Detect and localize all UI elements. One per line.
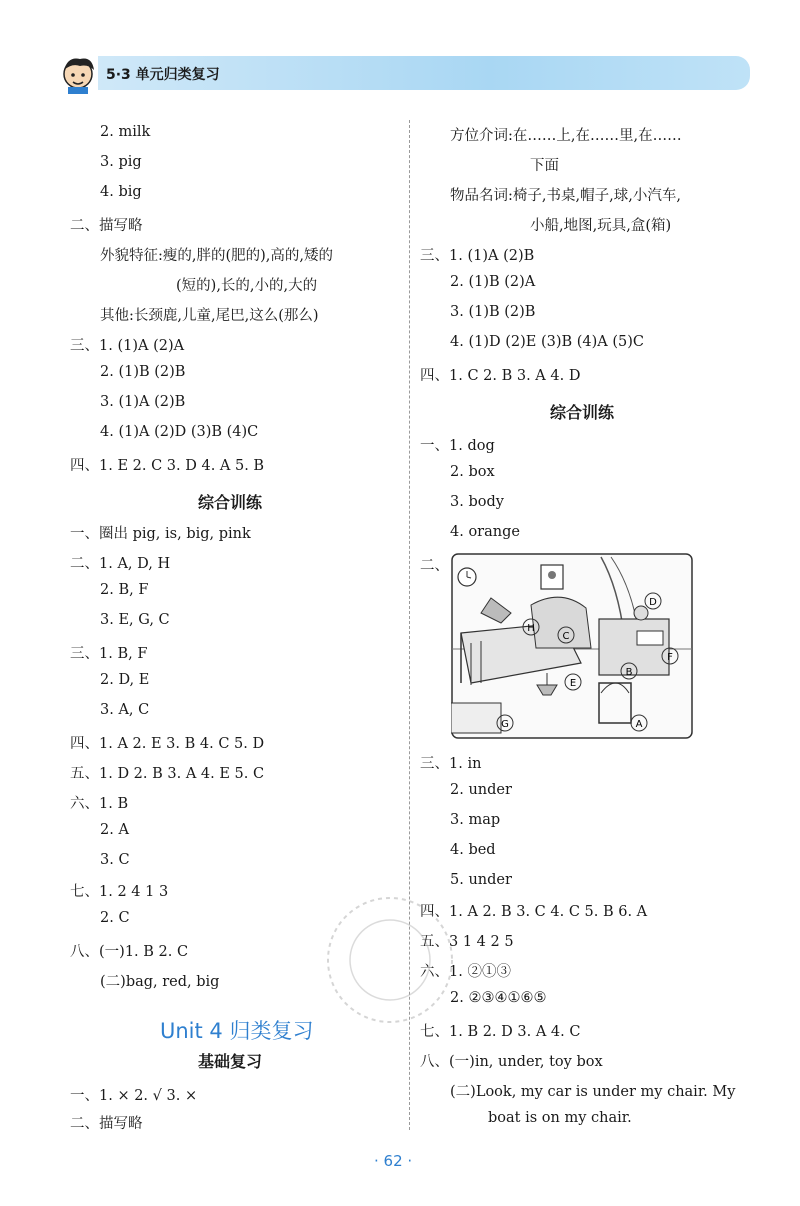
left-answer-line: 二、1. A, D, H	[70, 556, 171, 572]
right-answer-line: 三、1. (1)A (2)B	[420, 248, 535, 264]
left-answer-line: 二、描写略	[70, 1116, 143, 1132]
right-answer-line: (二)Look, my car is under my chair. My	[450, 1084, 736, 1100]
right-answer-line: 六、1. ②①③	[420, 964, 511, 980]
left-answer-line: 三、1. (1)A (2)A	[70, 338, 185, 354]
right-answer-line: 下面	[530, 158, 559, 174]
left-answer-line: (二)bag, red, big	[100, 974, 220, 990]
right-section-zonghe: 综合训练	[550, 403, 615, 422]
page-number: · 62 ·	[374, 1152, 413, 1170]
left-answer-line: 一、圈出 pig, is, big, pink	[70, 526, 251, 542]
right-answer-line: 3. body	[450, 494, 504, 510]
label-D: D	[649, 597, 657, 608]
kid-mascot-icon	[58, 54, 100, 94]
left-answer-line: 2. B, F	[100, 582, 149, 598]
label-H: H	[527, 623, 535, 634]
unit-title: Unit 4 归类复习	[160, 1019, 314, 1043]
watermark-stamp-icon	[320, 890, 460, 1030]
label-A: A	[635, 719, 643, 730]
left-answer-line: 六、1. B	[70, 796, 129, 812]
right-answer-line: 2. box	[450, 464, 495, 480]
bedroom-illustration	[451, 553, 693, 739]
left-answer-line: 七、1. 2 4 1 3	[70, 884, 169, 900]
left-answer-line: 2. D, E	[100, 672, 150, 688]
left-answer-line: 2. milk	[100, 124, 151, 140]
label-G: G	[501, 719, 509, 730]
left-answer-line: 4. big	[100, 184, 142, 200]
header-title: 5·3 单元归类复习	[106, 67, 220, 83]
right-answer-line: 一、1. dog	[420, 438, 495, 454]
left-section-zonghe: 综合训练	[198, 493, 263, 512]
right-answer-line: 5. under	[450, 872, 512, 888]
right-answer-line: 五、3 1 4 2 5	[420, 934, 514, 950]
right-answer-line: 3. (1)B (2)B	[450, 304, 536, 320]
left-answer-line: 外貌特征:瘦的,胖的(肥的),高的,矮的	[100, 248, 334, 264]
right-answer-line: 四、1. A 2. B 3. C 4. C 5. B 6. A	[420, 904, 648, 920]
page-header	[58, 54, 750, 92]
desk-icon	[599, 619, 669, 675]
left-answer-line: 五、1. D 2. B 3. A 4. E 5. C	[70, 766, 265, 782]
label-B: B	[625, 667, 633, 678]
left-answer-line: 2. A	[100, 822, 129, 838]
right-answer-line: 八、(一)in, under, toy box	[420, 1054, 603, 1070]
toy-box-icon	[451, 703, 501, 733]
bed-head-icon	[531, 597, 591, 648]
left-answer-line: 3. A, C	[100, 702, 150, 718]
right-answer-line: 七、1. B 2. D 3. A 4. C	[420, 1024, 581, 1040]
label-F: F	[667, 652, 673, 663]
left-section-jichu: 基础复习	[198, 1052, 263, 1071]
left-answer-line: (短的),长的,小的,大的	[176, 278, 318, 294]
left-answer-line: 2. C	[100, 910, 130, 926]
right-answer-line: 方位介词:在……上,在……里,在……	[450, 128, 682, 144]
right-answer-line: 4. (1)D (2)E (3)B (4)A (5)C	[450, 334, 645, 350]
left-answer-line: 二、描写略	[70, 218, 143, 234]
left-answer-line: 一、1. × 2. √ 3. ×	[70, 1088, 198, 1104]
left-answer-line: 四、1. A 2. E 3. B 4. C 5. D	[70, 736, 265, 752]
label-C: C	[562, 631, 570, 642]
left-answer-line: 四、1. E 2. C 3. D 4. A 5. B	[70, 458, 265, 474]
label-E: E	[569, 678, 577, 689]
right-answer-line: 2. under	[450, 782, 512, 798]
left-answer-line: 3. E, G, C	[100, 612, 170, 628]
right-answer-line: 4. bed	[450, 842, 496, 858]
left-answer-line: 其他:长颈鹿,儿童,尾巴,这么(那么)	[100, 308, 319, 324]
right-answer-line: 2. (1)B (2)A	[450, 274, 536, 290]
right-answer-line: 3. map	[450, 812, 501, 828]
ball-icon	[634, 606, 648, 620]
left-answer-line: 三、1. B, F	[70, 646, 148, 662]
right-answer-line: 物品名词:椅子,书桌,帽子,球,小汽车,	[450, 188, 681, 204]
right-answer-line: 4. orange	[450, 524, 520, 540]
left-answer-line: 3. C	[100, 852, 130, 868]
right-answer-line: 二、	[420, 558, 449, 574]
left-answer-line: 3. (1)A (2)B	[100, 394, 186, 410]
right-answer-line: boat is on my chair.	[488, 1110, 632, 1126]
left-answer-line: 3. pig	[100, 154, 142, 170]
left-answer-line: 4. (1)A (2)D (3)B (4)C	[100, 424, 259, 440]
right-answer-line: 小船,地图,玩具,盒(箱)	[530, 218, 672, 234]
left-answer-line: 2. (1)B (2)B	[100, 364, 186, 380]
right-answer-line: 2. ②③④①⑥⑤	[450, 990, 547, 1006]
right-answer-line: 四、1. C 2. B 3. A 4. D	[420, 368, 581, 384]
right-answer-line: 三、1. in	[420, 756, 482, 772]
left-answer-line: 八、(一)1. B 2. C	[70, 944, 189, 960]
